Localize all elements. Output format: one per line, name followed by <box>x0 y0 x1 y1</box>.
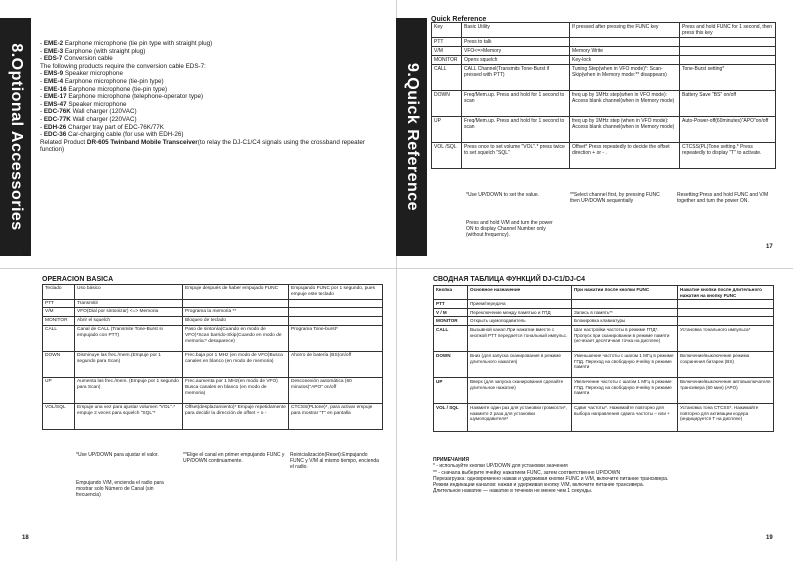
function-summary-table <box>433 285 774 432</box>
table-cell: freq up by 1MHz step(when in VFO mode): Access blank channel(when in Memory mode) <box>570 91 680 117</box>
table-cell: freq up by 1MHz step (when in VFO mode): Access blank channel(when in Memory mode) <box>570 117 680 143</box>
note-line: * - используйте кнопки UP/DOWN для установки значения <box>433 463 568 470</box>
column-header: При нажатии после кнопки FUNC <box>572 286 678 300</box>
note-select-channel: **Elige el canal en primer empujando FUNC y UP/DOWN continuamente. <box>183 452 285 464</box>
table-row <box>434 351 774 377</box>
table-cell: Tone-Burst setting* <box>680 65 776 91</box>
table-cell <box>678 317 774 326</box>
table-cell: Transmitir <box>75 299 183 308</box>
table-cell: VFO<=>Memory <box>462 47 570 56</box>
table-row <box>43 377 383 403</box>
table-row <box>434 403 774 431</box>
section-tab-accessories <box>0 18 31 256</box>
table-row <box>434 317 774 326</box>
table-cell <box>289 299 383 308</box>
list-item: - EMS-9 Speaker microphone <box>40 70 123 78</box>
note-line: ** - сначала выберите ячейку нажатием FUNC, затем соответственно UP/DOWN <box>433 469 621 476</box>
table-cell <box>289 308 383 317</box>
table-cell: Frec.aumenta por 1 MHz(en modo de VFO) Busca canales en blanco (en modo de memoria) <box>183 377 289 403</box>
section-tab-quick-reference <box>396 18 427 256</box>
page-divider-horizontal <box>0 268 793 269</box>
list-item: - EME-17 Earphone microphone (telephone-operator type) <box>40 93 204 101</box>
table-cell: DOWN <box>434 351 468 377</box>
list-item: - EDC-76K Wall charger (120VAC) <box>40 108 137 116</box>
table-cell: V / M <box>434 308 468 317</box>
table-cell: Canal de CALL (Transmite Tone-Burst si empujado con PTT) <box>75 325 183 351</box>
table-cell: Key-lock <box>570 56 680 65</box>
column-header: Основное назначение <box>468 286 572 300</box>
table-cell: CTCSS(PL)Tone setting.* Press repeatedly to display "T" to activate. <box>680 143 776 169</box>
table-row <box>434 377 774 403</box>
table-cell: DOWN <box>43 351 75 377</box>
table-cell: CTCSS(PLtone)*, para activar empuje para mostrar "T" en pantalla <box>289 403 383 429</box>
column-header: Empujando FUNC por 1 segundo, pues empuje este teclado <box>289 285 383 300</box>
table-cell: Увеличение частоты с шагом 1 МГц в режиме ГПД. Переход на свободную ячейку в режиме памяти <box>572 377 678 403</box>
section-tab-label: 9.Quick Reference <box>403 62 421 212</box>
column-header: Basic Utility <box>462 23 570 38</box>
table-cell: Вверх (для запуска сканирования сделайте длительное нажатие) <box>468 377 572 403</box>
table-cell: Empuje una vez para ajustar volumen "VOL".* empuje 2 veces para squelch "SQL"* <box>75 403 183 429</box>
table-cell: CALL <box>432 65 462 91</box>
table-row <box>43 317 383 326</box>
table-cell <box>289 317 383 326</box>
note-display-channel: Press and hold V/M and turn the power ON to display Channel Number only (without frequency). <box>466 220 553 238</box>
column-header: Press and hold FUNC for 1 second, then press this key <box>680 23 776 38</box>
table-row <box>43 351 383 377</box>
basic-operation-table <box>42 284 383 430</box>
table-cell: Переключение между памятью и ГПД <box>468 308 572 317</box>
accessories-list <box>40 40 380 154</box>
list-item: - EME-16 Earphone microphone (tie-pin type) <box>40 85 168 93</box>
table-cell: Desconexión automática (60 minutos)"APO" on/off <box>289 377 383 403</box>
table-cell <box>680 38 776 47</box>
table-cell <box>678 308 774 317</box>
table-cell: VOL / SQL <box>434 403 468 431</box>
related-product: Related Product DR-605 Twinband Mobile Transceiver(to relay the DJ-C1/C4 signals using the crossband repeater function) <box>40 138 366 154</box>
table-cell: Включение/выключение режима сохранения батареи (BS) <box>678 351 774 377</box>
column-header: If pressed after pressing the FUNC key <box>570 23 680 38</box>
table-cell: PTT <box>434 300 468 309</box>
table-cell: Установка тона CTCSS*. Нажимайте повторно для активации кодера (индицируется Т на дисплее) <box>678 403 774 431</box>
table-cell: UP <box>432 117 462 143</box>
table-cell: Шаг настройки частоты в режиме ГПД*. Пропуск при сканировании в режиме памяти (исчезает десятичная точка на дисплее) <box>572 325 678 351</box>
column-header: Кнопка <box>434 286 468 300</box>
intro-text: The following products require the conversion cable EDS-7: <box>40 62 206 70</box>
page-number: 16 <box>22 252 29 258</box>
table-row <box>432 65 776 91</box>
table-cell: Programa la memoria ** <box>183 308 289 317</box>
table-row <box>434 308 774 317</box>
quick-reference-table <box>431 22 776 169</box>
list-item: - EDH-26 Charger tray part of EDC-76K/77K <box>40 123 164 131</box>
table-cell: Сдвиг частоты*. Нажимайте повторно для выбора направления сдвига частоты – или + <box>572 403 678 431</box>
table-cell: Memory Write <box>570 47 680 56</box>
table-cell: VOL/SQL <box>43 403 75 429</box>
table-row <box>43 299 383 308</box>
table-row <box>432 91 776 117</box>
note-display-channel: Empujando V/M, encienda el radio para mostrar solo Número de Canal (sin frecuencia) <box>76 480 164 498</box>
table-cell: UP <box>434 377 468 403</box>
table-cell: Press to talk <box>462 38 570 47</box>
table-cell <box>678 300 774 309</box>
table-cell: Уменьшение частоты с шагом 1 МГц в режиме ГПД. Переход на свободную ячейку в режиме памяти <box>572 351 678 377</box>
table-cell: Disminuye las frec./mem.(Empuje por 1 segundo para Scan) <box>75 351 183 377</box>
table-cell: Opens squelch <box>462 56 570 65</box>
table-cell: Прием/передача <box>468 300 572 309</box>
list-item: - EMS-47 Speaker microphone <box>40 100 127 108</box>
table-row <box>432 56 776 65</box>
table-cell: V/M <box>43 308 75 317</box>
table-header-row <box>434 286 774 300</box>
list-item: - EDC-36 Car-charging cable (for use with EDH-26) <box>40 131 184 139</box>
note-set-value: *Use UP/DOWN para ajustar el valor. <box>76 452 159 458</box>
note-set-value: *Use UP/DOWN to set the value. <box>466 192 540 198</box>
table-row <box>432 117 776 143</box>
list-item: - EDS-7 Conversion cable <box>40 55 113 63</box>
note-resetting: Resetting:Press and hold FUNC and V/M together and turn the power ON. <box>677 192 769 204</box>
table-cell: Press once to set volume "VOL".* press twice to set squelch "SQL" <box>462 143 570 169</box>
table-cell: PTT <box>43 299 75 308</box>
table-cell: DOWN <box>432 91 462 117</box>
list-item: - EME-2 Earphone microphone (tie pin type with straight plug) <box>40 40 213 47</box>
table-cell: UP <box>43 377 75 403</box>
table-cell: Tuning Step(when in VFO mode)*: Scan-Skip(when in Memory mode:** disappears) <box>570 65 680 91</box>
table-header-row <box>43 285 383 300</box>
table-row <box>432 38 776 47</box>
table-cell: Offset(desplazamiento)* Empuje repetidamente para decidir la dirección de offset + o - <box>183 403 289 429</box>
table-cell: Блокировка клавиатуры <box>572 317 678 326</box>
table-cell: Вызывной канал.При нажатии вместе с кнопкой PTT передается тональный импульс. <box>468 325 572 351</box>
table-cell: Abrir el squelch <box>75 317 183 326</box>
note-line: Длительное нажатие — нажатие в течении не менее чем 1 секунды. <box>433 488 593 495</box>
column-header: Empuje después de haber empujado FUNC <box>183 285 289 300</box>
notes-title: ПРИМЕЧАНИЯ <box>433 457 469 463</box>
page-title: OPERACION BASICA <box>42 276 114 283</box>
note-line: Режим индикации каналов: нажав и удерживая кнопку V/M, включите питание трансивера. <box>433 482 645 489</box>
table-cell: CALL Channel(Transmits Tone-Burst if pressed with PTT) <box>462 65 570 91</box>
table-cell <box>183 299 289 308</box>
column-header: Нажатие кнопки после длительного нажатия на кнопку FUNC <box>678 286 774 300</box>
table-cell: MONITOR <box>432 56 462 65</box>
table-row <box>434 300 774 309</box>
table-row <box>43 403 383 429</box>
table-cell: MONITOR <box>43 317 75 326</box>
section-tab-label: 8.Optional Accessories <box>7 43 25 231</box>
list-item: - EME-3 Earphone (with straight plug) <box>40 47 146 55</box>
table-cell: Установка тонального импульса* <box>678 325 774 351</box>
column-header: Uso básico <box>75 285 183 300</box>
table-row <box>43 308 383 317</box>
table-cell: Freq/Mem.up. Press and hold for 1 second to scan <box>462 91 570 117</box>
table-cell: CALL <box>434 325 468 351</box>
table-row <box>434 325 774 351</box>
table-cell: Запись в память** <box>572 308 678 317</box>
table-cell: VOL /SQL <box>432 143 462 169</box>
table-cell: Bloqueo de teclado <box>183 317 289 326</box>
table-cell: Battery Save "BS" on/off <box>680 91 776 117</box>
table-cell <box>570 38 680 47</box>
page-number: 17 <box>766 244 773 250</box>
list-item: - EDC-77K Wall charger (220VAC) <box>40 115 137 123</box>
table-row <box>43 325 383 351</box>
table-cell: Frec.baja por 1 MHz (en modo de VFO)Busca canales en blanco (en modo de memoria) <box>183 351 289 377</box>
table-cell: Открыть шумоподавитель <box>468 317 572 326</box>
table-cell: Вниз (для запуска сканирования в режиме длительного нажатия) <box>468 351 572 377</box>
table-cell: VFO(Dial por sintonizar) <=> Memoria <box>75 308 183 317</box>
table-cell: Paso de sintonía(Cuando en modo de VFO)*Scan barrido-Skip(Cuando en modo de memoria:* desaparece) <box>183 325 289 351</box>
note-select-channel: **Select channel first, by pressing FUNC then UP/DOWN sequentially <box>570 192 660 204</box>
table-cell: Programa Tone-burst* <box>289 325 383 351</box>
note-reset: Reinicialización(Reset):Empujando FUNC y V/M al mismo tiempo, encienda el radio. <box>290 452 379 470</box>
table-row <box>432 47 776 56</box>
page-title: Quick Reference <box>431 16 487 23</box>
table-cell: Включение/выключение автовыключателя трансивера (60 мин) (APO) <box>678 377 774 403</box>
table-cell <box>680 47 776 56</box>
note-line: Перезагрузка: одновременно нажав и удерживая кнопки FUNC и V/M, включите питание трансивера. <box>433 475 669 482</box>
column-header: Teclado <box>43 285 75 300</box>
table-row <box>432 143 776 169</box>
page-number: 18 <box>22 535 29 541</box>
table-header-row <box>432 23 776 38</box>
table-cell: MONITOR <box>434 317 468 326</box>
table-cell: Freq/Mem.up. Press and hold for 1 second to scan <box>462 117 570 143</box>
page-title: СВОДНАЯ ТАБЛИЦА ФУНКЦИЙ DJ-C1/DJ-C4 <box>433 276 586 283</box>
table-cell: Aumenta las frec./mem. (Empuje por 1 segundo para Scan) <box>75 377 183 403</box>
column-header: Key <box>432 23 462 38</box>
notes-block <box>433 457 773 495</box>
table-cell: PTT <box>432 38 462 47</box>
page-number: 19 <box>766 535 773 541</box>
table-cell: Нажмите один раз для установки громкости*, нажмите 2 раза для установки шумоподавителя* <box>468 403 572 431</box>
table-cell: V/M <box>432 47 462 56</box>
table-cell: Offset* Press repeatedly to decide the offset direction + or - . <box>570 143 680 169</box>
table-cell: Auto-Power-off(60minutes)"APO"on/off <box>680 117 776 143</box>
table-cell <box>572 300 678 309</box>
list-item: - EME-4 Earphone microphone (tie-pin type) <box>40 77 164 85</box>
table-cell <box>680 56 776 65</box>
table-cell: CALL <box>43 325 75 351</box>
table-cell: Ahorro de batería (BS)on/off <box>289 351 383 377</box>
